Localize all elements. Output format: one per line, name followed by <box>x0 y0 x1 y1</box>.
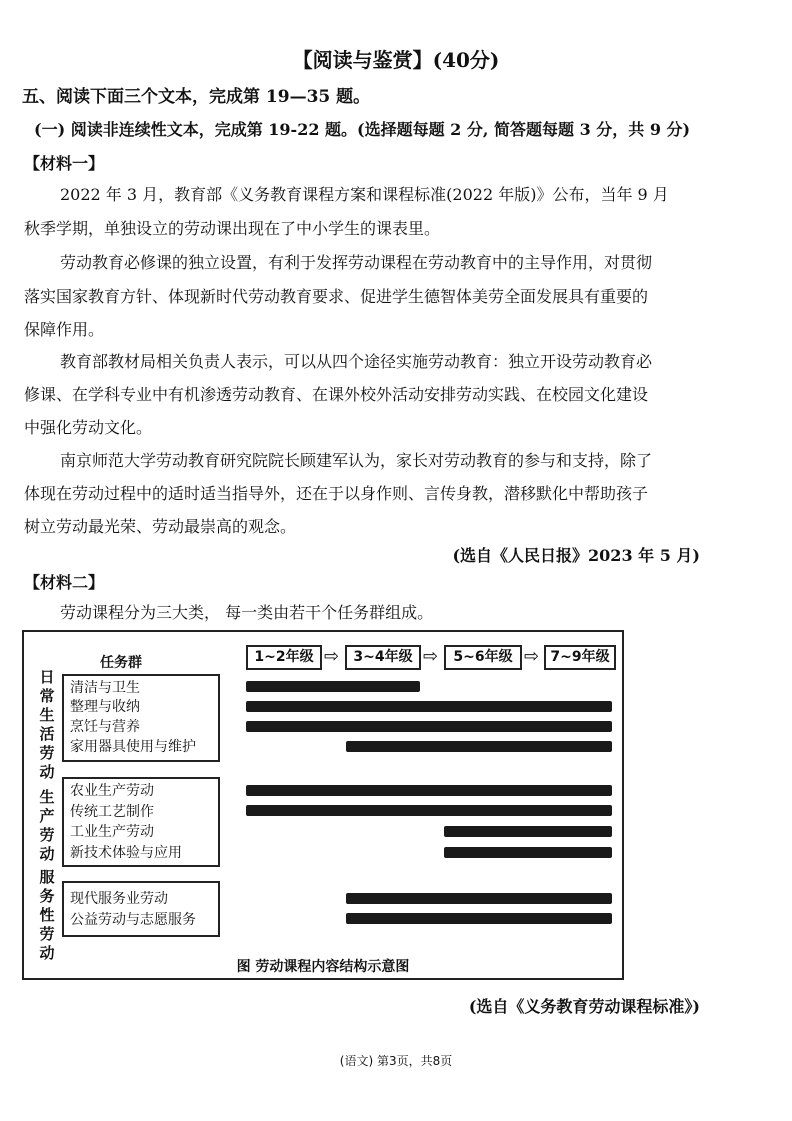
material-2-label: 【材料二】 <box>24 573 105 592</box>
grade-span-bar <box>246 785 612 796</box>
grade-span-bar <box>246 681 420 692</box>
category-label-production: 生产劳动 <box>39 788 55 863</box>
arrow-right-icon: ⇨ <box>324 646 340 667</box>
grade-box-5-6: 5~6年级 <box>444 645 522 670</box>
material-1-line: 修课、在学科专业中有机渗透劳动教育、在课外校外活动安排劳动实践、在校园文化建设 <box>24 385 649 404</box>
section-title: 【阅读与鉴赏】(40分) <box>292 48 500 72</box>
arrow-right-icon: ⇨ <box>524 646 540 667</box>
material-1-line: 树立劳动最光荣、劳动最崇高的观念。 <box>24 517 297 536</box>
material-2-source: (选自《义务教育劳动课程标准》) <box>468 997 700 1016</box>
material-1-label: 【材料一】 <box>24 154 105 173</box>
task-label: 整理与收纳 <box>70 699 140 715</box>
grade-span-bar <box>246 721 612 732</box>
material-1-line: 落实国家教育方针、体现新时代劳动教育要求、促进学生德智体美劳全面发展具有重要的 <box>24 287 649 306</box>
task-label: 农业生产劳动 <box>70 783 154 799</box>
category-label-daily-life: 日常生活劳动 <box>39 668 55 781</box>
grade-box-7-9: 7~9年级 <box>544 645 616 670</box>
grade-span-bar <box>246 805 612 816</box>
task-label: 传统工艺制作 <box>70 804 154 820</box>
figure-caption: 图 劳动课程内容结构示意图 <box>236 959 410 975</box>
material-2-intro: 劳动课程分为三大类， 每一类由若干个任务群组成。 <box>60 603 434 622</box>
task-label: 新技术体验与应用 <box>70 845 182 861</box>
grade-span-bar <box>346 893 612 904</box>
task-label: 家用器具使用与维护 <box>70 739 196 755</box>
material-1-line: 教育部教材局相关负责人表示，可以从四个途径实施劳动教育：独立开设劳动教育必 <box>60 352 653 371</box>
task-label: 工业生产劳动 <box>70 824 154 840</box>
task-label: 现代服务业劳动 <box>70 891 168 907</box>
question-5-1-heading: (一) 阅读非连续性文本，完成第 19-22 题。(选择题每题 2 分, 简答题每题 3 分，共 9 分) <box>34 120 691 139</box>
task-label: 烹饪与营养 <box>70 719 140 735</box>
material-1-line: 秋季学期，单独设立的劳动课出现在了中小学生的课表里。 <box>24 219 441 238</box>
page-footer: (语文) 第3页，共8页 <box>339 1054 453 1068</box>
grade-box-3-4: 3~4年级 <box>345 645 421 670</box>
grade-span-bar <box>346 913 612 924</box>
question-5-heading: 五、阅读下面三个文本，完成第 19—35 题。 <box>22 87 371 107</box>
material-1-line: 南京师范大学劳动教育研究院院长顾建军认为，家长对劳动教育的参与和支持，除了 <box>60 451 653 470</box>
grade-box-1-2: 1~2年级 <box>246 645 322 670</box>
grade-span-bar <box>444 826 612 837</box>
category-label-service: 服务性劳动 <box>39 868 55 962</box>
grade-span-bar <box>444 847 612 858</box>
task-label: 公益劳动与志愿服务 <box>70 912 196 928</box>
material-1-line: 保障作用。 <box>24 320 105 339</box>
task-label: 清洁与卫生 <box>70 680 140 696</box>
material-1-line: 2022 年 3 月，教育部《义务教育课程方案和课程标准(2022 年版)》公布，当年 9 月 <box>60 185 669 204</box>
material-1-source: (选自《人民日报》2023 年 5 月) <box>452 546 700 565</box>
task-group-header: 任务群 <box>100 655 142 671</box>
grade-span-bar <box>346 741 612 752</box>
arrow-right-icon: ⇨ <box>423 646 439 667</box>
material-1-line: 中强化劳动文化。 <box>24 418 153 437</box>
material-1-line: 体现在劳动过程中的适时适当指导外，还在于以身作则、言传身教，潜移默化中帮助孩子 <box>24 484 649 503</box>
material-1-line: 劳动教育必修课的独立设置，有利于发挥劳动课程在劳动教育中的主导作用，对贯彻 <box>60 253 653 272</box>
grade-span-bar <box>246 701 612 712</box>
